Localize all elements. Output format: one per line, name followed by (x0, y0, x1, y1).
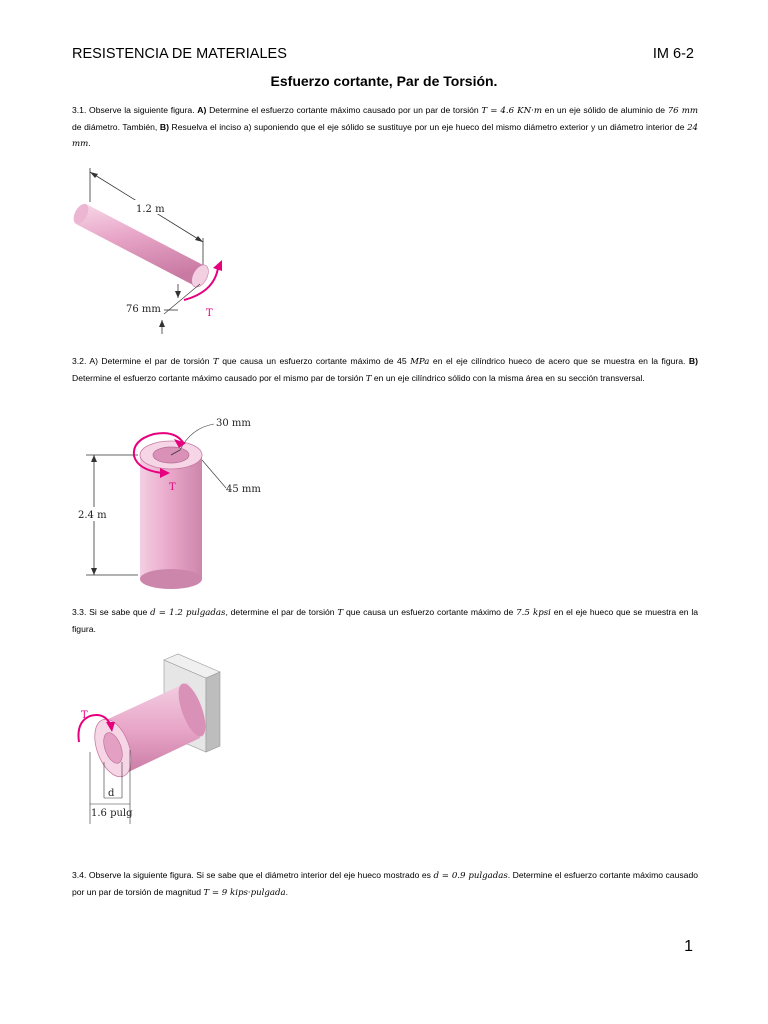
outer-diameter-label: 1.6 pulg (91, 808, 133, 819)
diameter-label: 76 mm (126, 304, 161, 315)
torque-label: T (206, 308, 213, 319)
figure-3-2-hollow-shaft (76, 410, 276, 600)
page-number: 1 (684, 938, 693, 955)
torque-label: T (81, 710, 88, 721)
length-label: 2.4 m (78, 510, 107, 521)
inner-diameter-label: d (108, 788, 115, 799)
figure-3-1-solid-shaft (60, 160, 250, 340)
page-title: Esfuerzo cortante, Par de Torsión. (270, 73, 498, 89)
outer-radius-label: 45 mm (226, 484, 261, 495)
length-label: 1.2 m (136, 204, 165, 215)
problem-3-3-text: 3.3. Si se sabe que d = 1.2 pulgadas, determine el par de torsión T que causa un esfuerzo cortante máximo de 7.5 kpsi en el eje hueco que se muestra en la figura. (72, 607, 699, 634)
course-title: RESISTENCIA DE MATERIALES (72, 46, 287, 62)
document-code: IM 6-2 (652, 46, 694, 62)
figure-3-3-hollow-shaft-wall (76, 652, 236, 832)
torque-label: T (169, 482, 176, 493)
inner-radius-label: 30 mm (216, 418, 251, 429)
problem-3-4-text: 3.4. Observe la siguiente figura. Si se sabe que el diámetro interior del eje hueco mostrado es d = 0.9 pulgadas. Determine el esfuerzo cortante máximo causado por un par de torsión de magnitud T = 9 kips·pulgada. (72, 870, 698, 898)
problem-3-2-text: 3.2. A) Determine el par de torsión T que causa un esfuerzo cortante máximo de 45 MPa en el eje cilíndrico hueco de acero que se muestra en la figura. B) Determine el esfuerzo cortante máximo causado por el mismo par de torsión T en un eje cilíndrico sólido con la misma área en su sección transversal. (72, 356, 698, 384)
problem-3-1-text: 3.1. Observe la siguiente figura. A) Determine el esfuerzo cortante máximo causado por un par de torsión T = 4.6 KN·m en un eje sólido de aluminio de 76 mm de diámetro. También, B) Resuelva el inciso a) suponiendo que el eje sólido se sustituye por un eje hueco del mismo diámetro exterior y un diámetro interior de 24 mm. (72, 105, 699, 149)
